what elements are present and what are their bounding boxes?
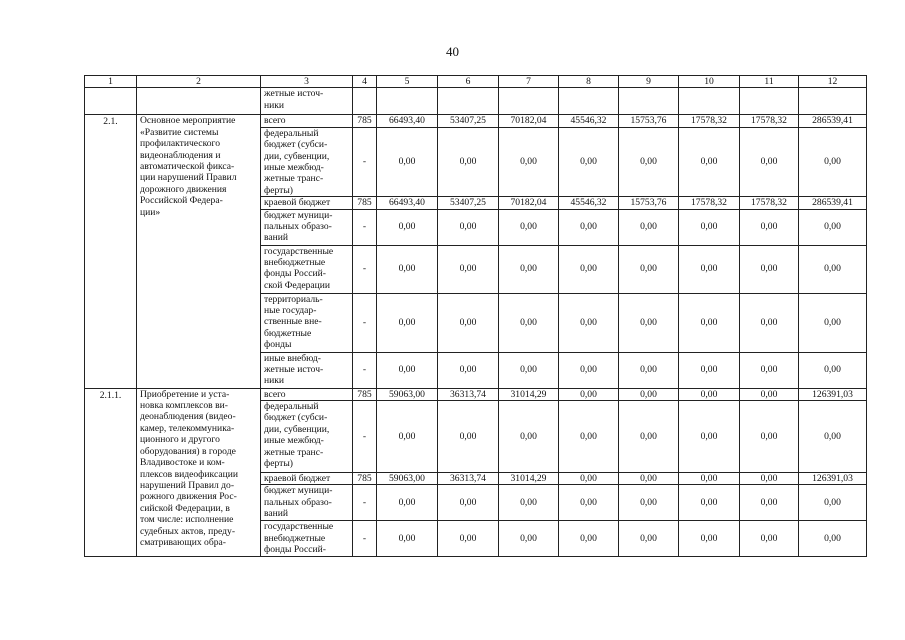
cell-code: 785 bbox=[353, 197, 377, 209]
cell-value: 36313,74 bbox=[438, 473, 499, 485]
cell-value: 0,00 bbox=[377, 293, 438, 352]
header-row bbox=[85, 76, 867, 88]
cell-value: 286539,41 bbox=[799, 197, 867, 209]
cell-value: 0,00 bbox=[799, 127, 867, 196]
cell-value: 15753,76 bbox=[619, 115, 679, 127]
cell bbox=[353, 88, 377, 115]
row-code bbox=[85, 88, 137, 115]
cell-value: 17578,32 bbox=[679, 115, 740, 127]
funding-source: бюджет муници- пальных образо- ваний bbox=[261, 209, 353, 245]
cell bbox=[740, 88, 799, 115]
cell-value: 0,00 bbox=[679, 245, 740, 293]
cell-value: 0,00 bbox=[619, 293, 679, 352]
cell-value: 0,00 bbox=[740, 401, 799, 473]
cell bbox=[377, 88, 438, 115]
cell-value: 0,00 bbox=[619, 521, 679, 557]
header-cell: 12 bbox=[799, 76, 867, 88]
cell-value: 0,00 bbox=[740, 521, 799, 557]
cell-value: 0,00 bbox=[679, 209, 740, 245]
cell-value: 0,00 bbox=[499, 485, 559, 521]
cell-value: 0,00 bbox=[377, 245, 438, 293]
cell-value: 0,00 bbox=[438, 209, 499, 245]
cell-value: 0,00 bbox=[559, 209, 619, 245]
cell-value: 0,00 bbox=[740, 293, 799, 352]
cell bbox=[679, 88, 740, 115]
cell bbox=[619, 88, 679, 115]
cell-value: 0,00 bbox=[619, 485, 679, 521]
cell-value: 53407,25 bbox=[438, 115, 499, 127]
cell-value: 0,00 bbox=[438, 293, 499, 352]
header-cell: 3 bbox=[261, 76, 353, 88]
budget-table bbox=[84, 75, 867, 557]
cell-value: 45546,32 bbox=[559, 115, 619, 127]
header-cell: 2 bbox=[137, 76, 261, 88]
cell-value: 0,00 bbox=[679, 352, 740, 388]
cell-value: 0,00 bbox=[740, 209, 799, 245]
funding-source: федеральный бюджет (субси- дии, субвенции, иные межбюд- жетные транс- ферты) bbox=[261, 127, 353, 196]
cell-value: 0,00 bbox=[799, 293, 867, 352]
cell-value: 0,00 bbox=[679, 401, 740, 473]
cell-value: 15753,76 bbox=[619, 197, 679, 209]
header-cell: 6 bbox=[438, 76, 499, 88]
cell bbox=[799, 88, 867, 115]
cell-value: 0,00 bbox=[740, 352, 799, 388]
funding-source: краевой бюджет bbox=[261, 473, 353, 485]
cell-value: 0,00 bbox=[619, 473, 679, 485]
cell-value: 66493,40 bbox=[377, 115, 438, 127]
cell-value: 0,00 bbox=[559, 127, 619, 196]
cell-value: 0,00 bbox=[377, 485, 438, 521]
cell-code: - bbox=[353, 401, 377, 473]
cell-value: 0,00 bbox=[740, 485, 799, 521]
cell-value: 0,00 bbox=[799, 209, 867, 245]
cell-value: 36313,74 bbox=[438, 388, 499, 400]
cell-value: 0,00 bbox=[438, 245, 499, 293]
cell-value: 0,00 bbox=[679, 388, 740, 400]
table-row bbox=[85, 88, 867, 115]
cell-value: 0,00 bbox=[438, 485, 499, 521]
cell-code: 785 bbox=[353, 115, 377, 127]
cell-value: 0,00 bbox=[740, 473, 799, 485]
cell-value: 0,00 bbox=[377, 209, 438, 245]
row-code: 2.1. bbox=[85, 115, 137, 388]
cell-code: - bbox=[353, 245, 377, 293]
header-cell: 9 bbox=[619, 76, 679, 88]
funding-source: государственные внебюджетные фонды Россий- bbox=[261, 521, 353, 557]
header-cell: 10 bbox=[679, 76, 740, 88]
cell-code: - bbox=[353, 293, 377, 352]
cell bbox=[499, 88, 559, 115]
cell-code: 785 bbox=[353, 388, 377, 400]
header-cell: 11 bbox=[740, 76, 799, 88]
cell-value: 0,00 bbox=[499, 127, 559, 196]
cell-value: 0,00 bbox=[499, 352, 559, 388]
cell-code: - bbox=[353, 352, 377, 388]
funding-source: всего bbox=[261, 388, 353, 400]
cell-value: 0,00 bbox=[559, 245, 619, 293]
cell-value: 0,00 bbox=[438, 401, 499, 473]
cell-value: 53407,25 bbox=[438, 197, 499, 209]
cell-value: 0,00 bbox=[499, 245, 559, 293]
table-row bbox=[85, 115, 867, 127]
cell-value: 0,00 bbox=[679, 293, 740, 352]
cell-value: 70182,04 bbox=[499, 115, 559, 127]
cell-value: 0,00 bbox=[377, 127, 438, 196]
funding-source: федеральный бюджет (субси- дии, субвенции, иные межбюд- жетные транс- ферты) bbox=[261, 401, 353, 473]
cell-value: 59063,00 bbox=[377, 388, 438, 400]
cell-value: 0,00 bbox=[799, 352, 867, 388]
cell-value: 0,00 bbox=[679, 521, 740, 557]
cell-value: 0,00 bbox=[679, 473, 740, 485]
cell-value: 0,00 bbox=[799, 245, 867, 293]
cell-value: 17578,32 bbox=[679, 197, 740, 209]
cell-value: 31014,29 bbox=[499, 473, 559, 485]
cell-value: 0,00 bbox=[679, 127, 740, 196]
cell-value: 0,00 bbox=[499, 521, 559, 557]
cell-value: 0,00 bbox=[559, 388, 619, 400]
cell-value: 0,00 bbox=[740, 127, 799, 196]
cell-value: 31014,29 bbox=[499, 388, 559, 400]
cell-value: 0,00 bbox=[559, 521, 619, 557]
cell-value: 0,00 bbox=[619, 352, 679, 388]
header-cell: 7 bbox=[499, 76, 559, 88]
header-cell: 5 bbox=[377, 76, 438, 88]
funding-source: бюджет муници- пальных образо- ваний bbox=[261, 485, 353, 521]
cell-value: 70182,04 bbox=[499, 197, 559, 209]
cell-value: 0,00 bbox=[740, 388, 799, 400]
cell-value: 0,00 bbox=[559, 293, 619, 352]
cell-value: 0,00 bbox=[377, 352, 438, 388]
cell-value: 0,00 bbox=[679, 485, 740, 521]
row-code: 2.1.1. bbox=[85, 388, 137, 557]
funding-source: краевой бюджет bbox=[261, 197, 353, 209]
header-cell: 8 bbox=[559, 76, 619, 88]
cell-value: 0,00 bbox=[799, 401, 867, 473]
cell-value: 0,00 bbox=[438, 521, 499, 557]
cell-value: 0,00 bbox=[559, 401, 619, 473]
header-cell: 4 bbox=[353, 76, 377, 88]
cell-code: - bbox=[353, 127, 377, 196]
funding-source: государственные внебюджетные фонды Россий- ской Федерации bbox=[261, 245, 353, 293]
cell-value: 0,00 bbox=[499, 293, 559, 352]
cell-value: 0,00 bbox=[799, 521, 867, 557]
cell-code: - bbox=[353, 209, 377, 245]
cell-value: 0,00 bbox=[740, 245, 799, 293]
funding-source: жетные источ- ники bbox=[261, 88, 353, 115]
cell-value: 59063,00 bbox=[377, 473, 438, 485]
cell-value: 0,00 bbox=[499, 401, 559, 473]
row-name bbox=[137, 88, 261, 115]
cell-value: 286539,41 bbox=[799, 115, 867, 127]
header-cell: 1 bbox=[85, 76, 137, 88]
row-name: Приобретение и уста- новка комплексов ви- деонаблюдения (видео- камер, телекоммуника- ционного и другого оборудования) в городе Владивостоке и ком- плексов видеофиксации нарушений Правил до- рожного движения Рос- сийской Федерации, в том числе: исполнение судебных актов, преду- сматривающих обра- bbox=[137, 388, 261, 557]
cell-value: 0,00 bbox=[799, 485, 867, 521]
funding-source: территориаль- ные государ- ственные вне- бюджетные фонды bbox=[261, 293, 353, 352]
cell-code: - bbox=[353, 521, 377, 557]
page-number: 40 bbox=[446, 44, 459, 59]
row-name: Основное мероприятие «Развитие системы профилактического видеонаблюдения и автоматической фикса- ции нарушений Правил дорожного движения Российской Федера- ции» bbox=[137, 115, 261, 388]
cell-value: 17578,32 bbox=[740, 115, 799, 127]
cell-value: 0,00 bbox=[619, 401, 679, 473]
cell-value: 126391,03 bbox=[799, 388, 867, 400]
cell bbox=[438, 88, 499, 115]
cell-value: 0,00 bbox=[438, 127, 499, 196]
cell-code: 785 bbox=[353, 473, 377, 485]
cell-value: 0,00 bbox=[499, 209, 559, 245]
cell-value: 0,00 bbox=[619, 388, 679, 400]
cell-value: 0,00 bbox=[619, 209, 679, 245]
cell-value: 0,00 bbox=[559, 352, 619, 388]
cell-value: 0,00 bbox=[619, 245, 679, 293]
cell-value: 126391,03 bbox=[799, 473, 867, 485]
funding-source: всего bbox=[261, 115, 353, 127]
cell-value: 17578,32 bbox=[740, 197, 799, 209]
table-row bbox=[85, 388, 867, 400]
cell-value: 66493,40 bbox=[377, 197, 438, 209]
cell-value: 0,00 bbox=[559, 485, 619, 521]
cell bbox=[559, 88, 619, 115]
cell-code: - bbox=[353, 485, 377, 521]
funding-source: иные внебюд- жетные источ- ники bbox=[261, 352, 353, 388]
cell-value: 0,00 bbox=[559, 473, 619, 485]
cell-value: 0,00 bbox=[377, 521, 438, 557]
cell-value: 0,00 bbox=[377, 401, 438, 473]
cell-value: 0,00 bbox=[438, 352, 499, 388]
cell-value: 45546,32 bbox=[559, 197, 619, 209]
cell-value: 0,00 bbox=[619, 127, 679, 196]
